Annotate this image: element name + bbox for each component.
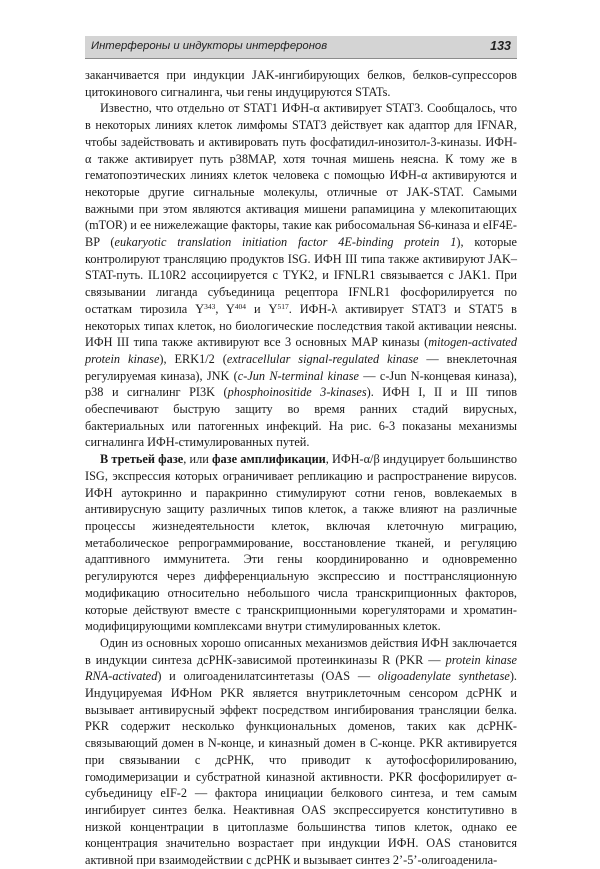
paragraph-continued: заканчивается при индукции JAK-ингибирующих белков, белков-супрессоров цитокинового сигналинга, чьи гены индуцируются STATs. [85,68,517,99]
body-text [85,67,517,869]
chapter-title: Интерфероны и индукторы интерферонов [91,40,328,52]
running-header [85,36,517,59]
paragraph-pkr-oas: Один из основных хорошо описанных механизмов действия ИФН заключается в индукции синтеза дсРНК-зависимой протеинкиназы R (PKR — protein kinase RNA-activated) и олигоаденилатсинтетазы (OAS — oligoadenylate synthetase). Индуцируемая ИФНом PKR является внутриклеточным сенсором дсРНК и вызывает антивирусный эффект посредством ингибирования трансляции белка. PKR содержит несколько функциональных доменов, таких как дсРНК-связывающий домен в N-конце, и киназный домен в C-конце. PKR активируется при связывании с дсРНК, что приводит к аутофосфорилированию, гомодимеризации и субстратной киназной активности. PKR фосфорилирует α-субъединицу eIF-2 — фактора инициации белкового синтеза, и тем самым ингибирует синтез белка. Неактивная OAS экспрессируется конститутивно в низкой концентрации в цитоплазме большинства типов клеток, однако ее концентрация значительно возрастает при индукции ИФН. OAS становится активной при взаимодействии с дсРНК и вызывает синтез 2’-5’-олигоаденила- [85,635,517,868]
paragraph-signaling: Известно, что отдельно от STAT1 ИФН-α активирует STAT3. Сообщалось, что в некоторых линиях клеток лимфомы STAT3 действует как адаптор для IFNAR, чтобы задействовать и активировать путь фосфатидил-инозитол-3-киназы. ИФН-α также активирует путь p38MAP, хотя точная мишень неясна. К тому же в гематопоэтических линиях клеток человека с помощью ИФН-α активируются и некоторые другие сигнальные молекулы, отличные от JAK-STAT. Самыми важными при этом являются активация мишени рапамицина у млекопитающих (mTOR) и ее нижележащие факторы, такие как рибосомальная S6-киназа и eIF4E-BP (eukaryotic translation initiation factor 4E-binding protein 1), которые контролируют трансляцию продуктов ISG. ИФН III типа также активируют JAK–STAT-путь. IL10R2 ассоциируется с TYK2, и IFNLR1 связывается с JAK1. При связывании лиганда субъединица рецептора IFNLR1 фосфорилируется по остаткам тирозила $Y^{343}$, $Y^{404}$ и $Y^{517}$. ИФН-λ активирует STAT3 и STAT5 в некоторых типах клеток, но биологические последствия такой активации неясны. ИФН III типа также активируют все 3 основных MAP киназы (mitogen-activated protein kinase), ERK1/2 (extracellular signal-regulated kinase — внеклеточная регулируемая киназа), JNK (c-Jun N-terminal kinase — c-Jun N-концевая киназа), p38 и сигналинг PI3K (phosphoinositide 3-kinases). ИФН I, II и III типов обеспечивают быструю защиту во время ранних стадий вирусных, бактериальных или патогенных инфекций. На рис. 6-3 показаны механизмы сигналинга ИФН-стимулированных путей. [85,101,517,450]
page-number: 133 [490,39,511,53]
paragraph-amplification-phase: В третьей фазе, или фазе амплификации, ИФН-α/β индуцирует большинство ISG, экспрессия которых ограничивает репликацию и распространение вирусов. ИФН аутокринно и паракринно стимулируют сотни генов, вовлекаемых в антивирусную защиту различных типов клеток, а также влияют на различные процессы жизнедеятельности клеток, включая клеточную миграцию, метаболическое репрограммирование, восстановление тканей, и регуляцию адаптивного иммунитета. Эти гены координированно и одновременно регулируются через дифференциальную экспрессию и посттрансляционную модификацию относительно небольшого числа транскрипционных факторов, которые действуют вместе с транскрипционными корегуляторами и хроматин-модифицирующими комплексами внутри стимулированных клеток. [85,452,517,634]
